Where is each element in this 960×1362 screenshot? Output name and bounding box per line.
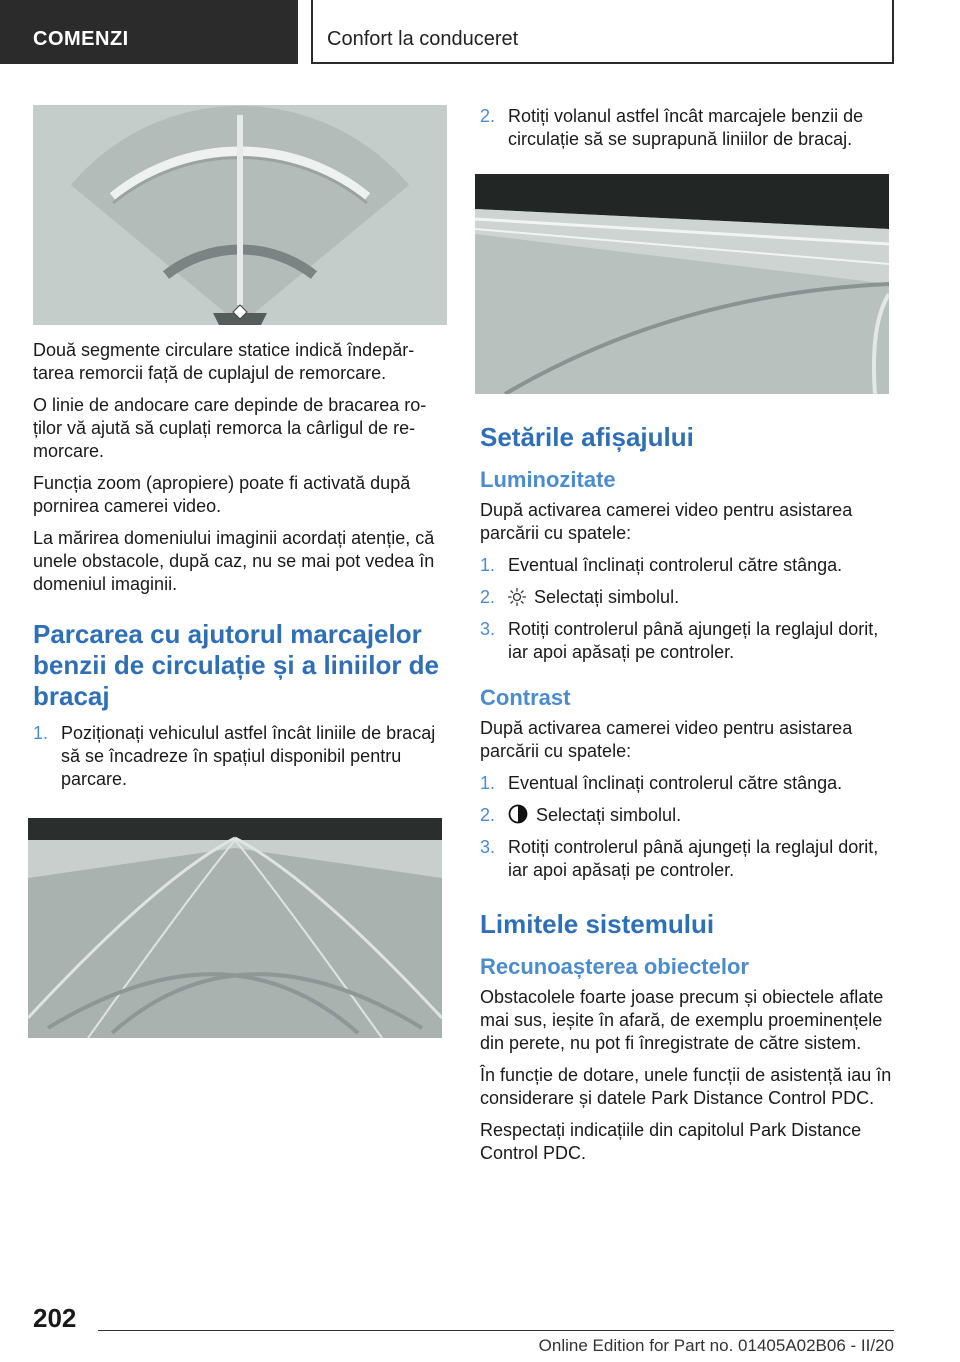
step-number: 2. bbox=[480, 587, 496, 607]
list-item-brightness-3 bbox=[480, 618, 894, 664]
list-item-contrast-2 bbox=[480, 804, 894, 827]
list-item-contrast-1 bbox=[480, 772, 894, 795]
step-text: Rotiți controlerul până ajungeți la reglajul dorit, iar apoi apăsați pe controler. bbox=[508, 837, 879, 880]
heading-brightness: Luminozitate bbox=[480, 467, 616, 492]
section-title: COMENZI bbox=[33, 28, 129, 50]
step-text: Rotiți controlerul până ajungeți la reglajul dorit, iar apoi apăsați pe controler. bbox=[508, 619, 879, 662]
step-number: 2. bbox=[480, 805, 496, 825]
parking-lines-camera-image bbox=[28, 818, 442, 1038]
list-item-step-1 bbox=[33, 722, 447, 791]
footer-divider bbox=[98, 1330, 894, 1331]
step-text: Eventual înclinați controlerul către stânga. bbox=[508, 555, 843, 575]
step-text: Selectați simbolul. bbox=[536, 805, 682, 825]
heading-display-settings: Setările afișajului bbox=[480, 422, 694, 452]
left-column bbox=[33, 105, 447, 1038]
step-text: Poziționați vehiculul astfel încât liniile de bracaj să se încadreze în spațiul disponibil pentru parcare. bbox=[61, 723, 436, 789]
chapter-tab bbox=[311, 0, 894, 64]
paragraph-objects-2: În funcție de dotare, unele funcții de asistență iau în considerare și datele Park Distance Control PDC. bbox=[480, 1065, 892, 1108]
heading-contrast: Contrast bbox=[480, 685, 571, 710]
paragraph-objects-3: Respectați indicațiile din capitolul Park Distance Control PDC. bbox=[480, 1120, 862, 1163]
brightness-sun-icon bbox=[508, 588, 526, 606]
paragraph-zoom-warning: La mărirea domeniului imaginii acordați atenție, că unele obstacole, după caz, nu se mai pot vedea în domeniul imaginii. bbox=[33, 528, 435, 594]
section-tab bbox=[0, 0, 298, 64]
heading-system-limits: Limitele sistemului bbox=[480, 909, 715, 939]
page-number: 202 bbox=[33, 1303, 77, 1333]
step-number: 1. bbox=[480, 555, 496, 575]
heading-object-recognition: Recunoașterea obiectelor bbox=[480, 954, 749, 979]
list-item-step-2 bbox=[480, 105, 894, 151]
step-number: 3. bbox=[480, 837, 496, 857]
paragraph-circle-segments: Două segmente circulare statice indică îndepărtarea remorcii față de cuplajul de remorcare. bbox=[33, 340, 415, 383]
list-item-brightness-2 bbox=[480, 586, 894, 609]
chapter-title: Confort la conduceret bbox=[327, 28, 519, 50]
paragraph-docking-line: O linie de andocare care depinde de bracarea roților vă ajută să cuplați remorca la cârligul de remorcare. bbox=[33, 395, 427, 461]
step-text: Selectați simbolul. bbox=[534, 587, 680, 607]
trailer-coupling-camera-image bbox=[33, 105, 447, 325]
paragraph-objects-1: Obstacolele foarte joase precum și obiectele aflate mai sus, ieșite în afară, de exemplu proeminențele din perete, nu pot fi înregistrate de către sistem. bbox=[480, 987, 884, 1053]
contrast-half-circle-icon bbox=[508, 804, 528, 824]
right-column bbox=[480, 105, 894, 1174]
edition-footer: Online Edition for Part no. 01405A02B06 - II/20 bbox=[538, 1336, 894, 1355]
step-number: 1. bbox=[33, 723, 49, 743]
step-text: Eventual înclinați controlerul către stânga. bbox=[508, 773, 843, 793]
list-item-brightness-1 bbox=[480, 554, 894, 577]
list-item-contrast-3 bbox=[480, 836, 894, 882]
step-number: 3. bbox=[480, 619, 496, 639]
paragraph-zoom: Funcția zoom (apropiere) poate fi activată după pornirea camerei video. bbox=[33, 473, 411, 516]
step-number: 1. bbox=[480, 773, 496, 793]
heading-parking-markings: Parcarea cu ajutorul marcajelor benzii de circulație și a liniilor de bracaj bbox=[33, 619, 440, 711]
step-number: 2. bbox=[480, 106, 496, 126]
lane-markings-camera-image bbox=[475, 174, 889, 394]
paragraph-brightness-intro: După activarea camerei video pentru asistarea parcării cu spatele: bbox=[480, 500, 853, 543]
paragraph-contrast-intro: După activarea camerei video pentru asistarea parcării cu spatele: bbox=[480, 718, 853, 761]
step-text: Rotiți volanul astfel încât marcajele benzii de circulație să se suprapună liniilor de bracaj. bbox=[508, 106, 864, 149]
